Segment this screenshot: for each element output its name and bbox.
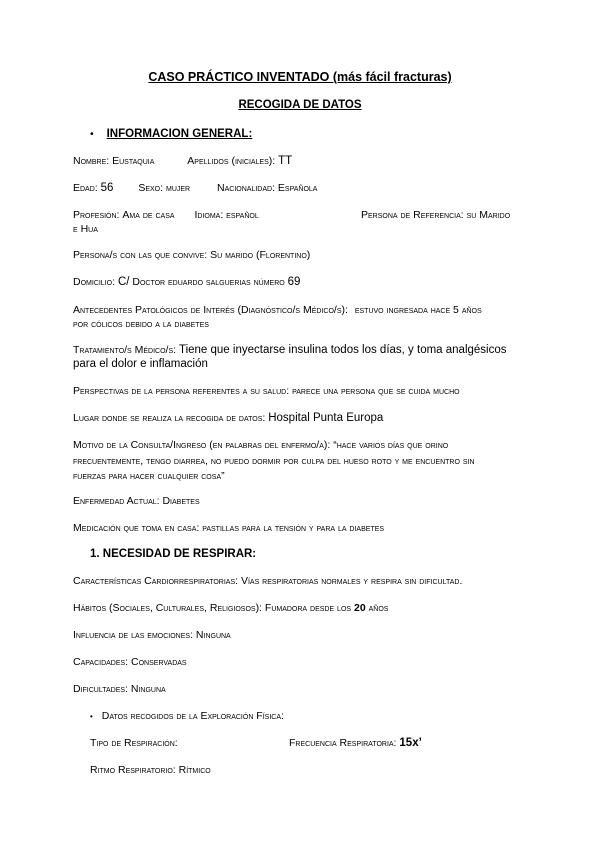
convive-row	[73, 248, 528, 262]
ritmo-respiratorio-value: Rítmico	[178, 764, 211, 776]
necesidad-heading: 1. NECESIDAD DE RESPIRAR:	[90, 548, 257, 560]
dificultades-value: Ninguna	[130, 683, 166, 695]
domicilio-label: Domicilio:	[73, 276, 116, 288]
frecuencia-respiratoria-row	[289, 736, 422, 750]
edad-row	[73, 181, 528, 195]
domicilio-value-street-type: C/	[117, 276, 130, 288]
perspectivas-row: Perspectivas de la persona referentes a su salud: parece una persona que se cuida mucho	[73, 385, 460, 397]
document-subtitle: RECOGIDA DE DATOS	[238, 99, 362, 111]
capacidades-label: Capacidades:	[73, 656, 129, 668]
motivo-line-1: Motivo de la Consulta/Ingreso (en palabras del enfermo/a): “hace varios días que orino	[73, 439, 449, 451]
antecedentes-value: estuvo ingresada hace 5 años	[354, 304, 482, 316]
sexo-value: mujer	[165, 182, 191, 194]
persona-ref-row	[361, 208, 510, 222]
caracteristicas-value: Vías respiratorias normales y respira sin dificultad.	[240, 575, 463, 587]
antecedentes-row	[73, 303, 528, 317]
antecedentes-continuation: por cólicos debido a la diabetes	[73, 318, 209, 330]
sexo-label: Sexo:	[138, 182, 164, 194]
habitos-unit: años	[368, 602, 389, 614]
caracteristicas-label: Características Cardiorrespiratorias:	[73, 575, 239, 587]
nombre-value: Eustaquia	[112, 155, 155, 167]
edad-label: Edad:	[73, 182, 98, 194]
apellidos-label: Apellidos (iniciales):	[187, 155, 276, 167]
profesion-label: Profesión:	[73, 209, 120, 221]
convive-label: Persona/s con las que convive:	[73, 249, 208, 261]
tipo-respiracion-label: Tipo de Respiración:	[90, 737, 178, 749]
ritmo-respiratorio-label: Ritmo Respiratorio:	[90, 764, 176, 776]
idioma-value: español	[226, 209, 259, 221]
influencia-value: Ninguna	[195, 629, 231, 641]
ritmo-respiratorio-row	[90, 763, 528, 777]
enfermedad-row	[73, 494, 528, 508]
domicilio-value-number: 69	[287, 276, 301, 288]
persona-ref-value: su Marido	[466, 209, 511, 221]
lugar-value: Hospital Punta Europa	[268, 412, 384, 424]
profesion-value: Ama de casa	[122, 209, 175, 221]
habitos-row	[73, 601, 528, 615]
persona-ref-label: Persona de Referencia:	[361, 209, 464, 221]
lugar-label: Lugar donde se realiza la recogida de datos:	[73, 412, 266, 424]
motivo-line-2: frecuentemente, tengo diarrea, no puedo dormir por culpa del hueso roto y me encuentro sin	[73, 455, 475, 467]
frecuencia-respiratoria-label: Frecuencia Respiratoria:	[289, 737, 397, 749]
dificultades-label: Dificultades:	[73, 683, 128, 695]
datos-recogidos-row	[90, 709, 528, 724]
general-heading: INFORMACION GENERAL:	[106, 128, 253, 140]
nombre-label: Nombre:	[73, 155, 110, 167]
domicilio-row	[73, 275, 528, 289]
influencia-row	[73, 628, 528, 642]
convive-value: Su marido (Florentino)	[210, 249, 311, 261]
tratamiento-value: Tiene que inyectarse insulina todos los días, y toma analgésicos	[178, 344, 507, 356]
capacidades-row	[73, 655, 528, 669]
influencia-label: Influencia de las emociones:	[73, 629, 193, 641]
apellidos-value: TT	[278, 155, 293, 167]
document-title: CASO PRÁCTICO INVENTADO (más fácil fracturas)	[148, 70, 452, 84]
frecuencia-respiratoria-value: 15x’	[399, 737, 422, 749]
habitos-label: Hábitos (Sociales, Culturales, Religiosos):	[73, 602, 262, 614]
lugar-row	[73, 411, 528, 425]
bullet-marker: •	[90, 128, 94, 140]
caracteristicas-row	[73, 574, 528, 588]
dificultades-row	[73, 682, 528, 696]
capacidades-value: Conservadas	[131, 656, 187, 668]
enfermedad-label: Enfermedad Actual:	[73, 495, 160, 507]
datos-recogidos-label: Datos recogidos de la Exploración Física:	[101, 710, 284, 722]
medicacion-row: Medicación que toma en casa: pastillas para la tensión y para la diabetes	[73, 522, 385, 534]
tratamiento-continuation: para el dolor e inflamación	[73, 358, 208, 370]
nacionalidad-value: Española	[277, 182, 318, 194]
nombre-row	[73, 154, 528, 168]
nacionalidad-label: Nacionalidad:	[217, 182, 275, 194]
bullet-marker-2: •	[90, 712, 93, 721]
habitos-value: Fumadora desde los	[264, 602, 352, 614]
edad-value: 56	[100, 182, 114, 194]
general-heading-row	[90, 127, 528, 141]
tratamiento-label: Tratamiento/s Médico/s:	[73, 344, 177, 356]
domicilio-value-street: Doctor eduardo salguerias número	[132, 276, 285, 288]
tratamiento-row	[73, 343, 528, 357]
persona-ref-continuation: e Hua	[73, 223, 98, 235]
motivo-line-3: fuerzas para hacer cualquier cosa”	[73, 470, 225, 482]
antecedentes-label: Antecedentes Patológicos de Interés (Diagnóstico/s Médico/s):	[73, 304, 348, 316]
idioma-label: Idioma:	[194, 209, 224, 221]
habitos-years: 20	[353, 602, 366, 614]
enfermedad-value: Diabetes	[162, 495, 200, 507]
